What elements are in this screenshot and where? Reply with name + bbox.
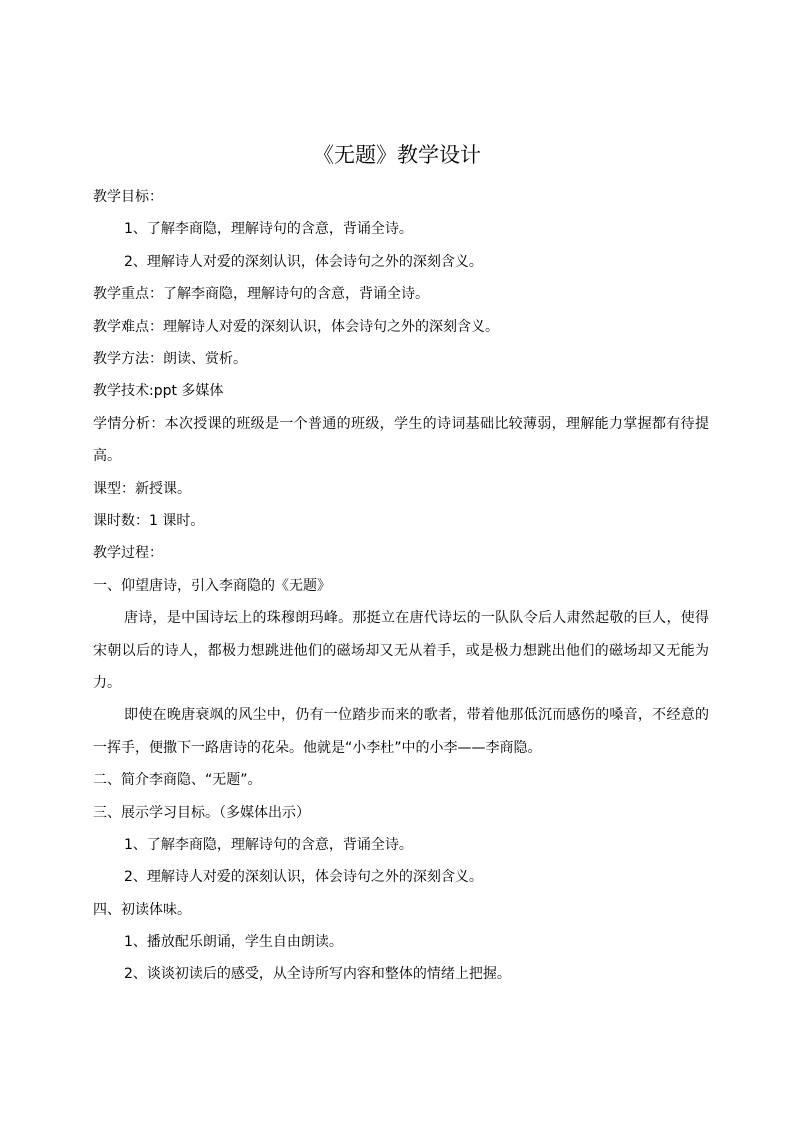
lesson-type: 课型：新授课。 bbox=[93, 480, 191, 497]
document-body bbox=[93, 181, 709, 991]
intro-paragraph-2: 即使在晚唐衰飒的风尘中，仍有一位踏步而来的歌者，带着他那低沉而感伤的嗓音，不经意的一挥手，便撒下一路唐诗的花朵。他就是“小李杜”中的小李——李商隐。 bbox=[93, 707, 709, 756]
reading-item-2: 2、谈谈初读后的感受，从全诗所写内容和整体的情绪上把握。 bbox=[124, 966, 511, 983]
goal-item-1: 1、了解李商隐，理解诗句的含意，背诵全诗。 bbox=[124, 836, 413, 853]
learner-analysis: 学情分析：本次授课的班级是一个普通的班级，学生的诗词基础比较薄弱，理解能力掌握都有待提高。 bbox=[93, 415, 709, 465]
teaching-technology: 教学技术:ppt 多媒体 bbox=[93, 383, 224, 400]
objective-item-2: 2、理解诗人对爱的深刻认识，体会诗句之外的深刻含义。 bbox=[124, 253, 483, 270]
process-step-3: 三、展示学习目标。（多媒体出示） bbox=[93, 804, 310, 821]
teaching-methods: 教学方法：朗读、赏析。 bbox=[93, 350, 247, 367]
reading-item-1: 1、播放配乐朗诵，学生自由朗读。 bbox=[124, 934, 343, 951]
lesson-hours: 课时数：1 课时。 bbox=[93, 512, 205, 529]
key-points: 教学重点：了解李商隐，理解诗句的含意，背诵全诗。 bbox=[93, 286, 429, 303]
goal-item-2: 2、理解诗人对爱的深刻认识，体会诗句之外的深刻含义。 bbox=[124, 869, 483, 886]
process-step-2: 二、简介李商隐、“无题”。 bbox=[93, 772, 262, 789]
process-step-1: 一、仰望唐诗，引入李商隐的《无题》 bbox=[93, 577, 331, 594]
section-heading-process: 教学过程： bbox=[93, 545, 163, 562]
intro-paragraph-1: 唐诗，是中国诗坛上的珠穆朗玛峰。那挺立在唐代诗坛的一队队令后人肃然起敬的巨人，使得宋朝以后的诗人，都极力想跳进他们的磁场却又无从着手，或是极力想跳出他们的磁场却又无能为力。 bbox=[93, 610, 709, 691]
document-title: 《无题》教学设计 bbox=[313, 143, 481, 167]
process-step-4: 四、初读体味。 bbox=[93, 901, 191, 918]
section-heading-objectives: 教学目标： bbox=[93, 189, 163, 205]
objective-item-1: 1、了解李商隐，理解诗句的含意，背诵全诗。 bbox=[124, 221, 413, 238]
difficult-points: 教学难点：理解诗人对爱的深刻认识，体会诗句之外的深刻含义。 bbox=[93, 318, 499, 335]
